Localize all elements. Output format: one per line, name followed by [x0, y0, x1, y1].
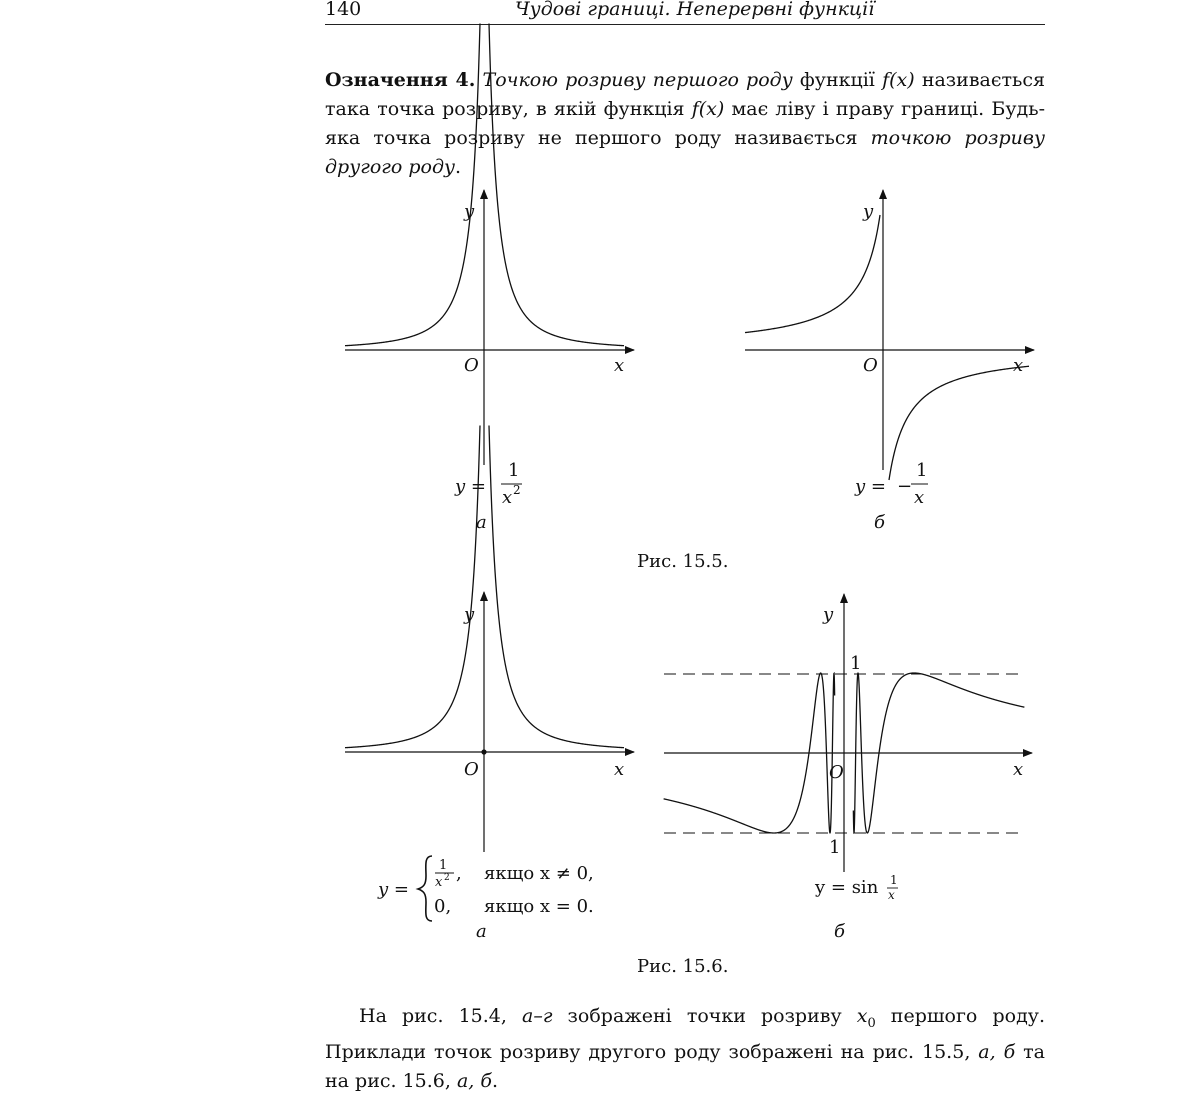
formula-numerator: 1	[508, 460, 520, 481]
sub-label: a	[476, 512, 487, 533]
curve-right-branch	[889, 366, 1029, 480]
origin-label: O	[829, 762, 844, 783]
formula-denominator: x	[502, 487, 513, 508]
curve-left-branch	[345, 425, 480, 747]
formula-lhs: y =	[455, 476, 486, 497]
figure-15-6-a	[345, 425, 634, 942]
y-axis-label: y	[863, 201, 874, 222]
x-axis-label: x	[614, 759, 625, 780]
piecewise-lhs: y =	[378, 879, 409, 900]
definition-term-first-kind: Точкою розриву першого роду	[482, 69, 793, 91]
figure-reference: а–г	[522, 1005, 553, 1027]
definition-paragraph: Означення 4. Точкою розриву першого роду функції f(x) називається така точка розриву, в якій функція f(x) має ліву і праву границі. Будь-яка точка розриву не першого роду називається точкою розриву другого роду.	[325, 69, 1045, 178]
definition-term-second-kind: точкою розриву другого роду	[325, 127, 1045, 178]
case1-condition: якщо x ≠ 0,	[484, 863, 594, 884]
case1-exponent: 2	[444, 873, 450, 883]
tick-label-bottom: 1	[829, 837, 841, 858]
curve-right-branch	[489, 23, 624, 345]
origin-label: O	[464, 759, 479, 780]
case1-numerator: 1	[439, 858, 448, 873]
y-axis-label: y	[464, 201, 475, 222]
definition-label: Означення 4.	[325, 69, 476, 91]
origin-label: O	[464, 355, 479, 376]
sub-label: б	[834, 921, 845, 942]
x-axis-label: x	[1013, 759, 1024, 780]
case2-condition: якщо x = 0.	[484, 896, 594, 917]
y-axis-label: y	[823, 604, 834, 625]
formula-numerator: 1	[916, 460, 928, 481]
sub-label: a	[476, 921, 487, 942]
point-at-origin	[481, 749, 486, 754]
case1-denominator: x	[435, 875, 443, 890]
formula-lhs: y = sin	[815, 877, 879, 898]
curve-left-branch	[745, 215, 880, 333]
formula-lhs: y =	[855, 476, 886, 497]
tick-label-top: 1	[850, 653, 862, 674]
curve-left-branch	[345, 23, 480, 345]
figure-15-6-b	[664, 594, 1032, 942]
formula-denominator: x	[914, 487, 925, 508]
x-axis-label: x	[1013, 355, 1024, 376]
figure-15-5-caption: Рис. 15.5.	[637, 551, 729, 572]
origin-label: O	[863, 355, 878, 376]
bottom-paragraph: На рис. 15.4, а–г зображені точки розриву $x_0$ першого роду. Приклади точок розриву другого роду зображені на рис. 15.5, а, б та на рис. 15.6, а, б.	[325, 1005, 1045, 1092]
y-axis-label: y	[464, 604, 475, 625]
running-title: Чудові границі. Неперервні функції	[515, 0, 875, 20]
sub-label: б	[874, 512, 885, 533]
formula-numerator: 1	[890, 873, 898, 887]
x-axis-label: x	[614, 355, 625, 376]
formula-denominator: x	[888, 888, 895, 902]
case2-value: 0,	[434, 896, 452, 917]
case1-comma: ,	[456, 863, 462, 884]
formula-exponent: 2	[513, 483, 521, 497]
figure-reference: а, б	[456, 1069, 492, 1092]
figure-reference: а, б	[978, 1040, 1016, 1063]
piecewise-brace	[418, 856, 432, 921]
figure-15-5-b	[745, 190, 1034, 533]
page-number: 140	[325, 0, 362, 20]
figure-15-6-caption: Рис. 15.6.	[637, 956, 729, 977]
formula-sign: −	[897, 476, 913, 497]
